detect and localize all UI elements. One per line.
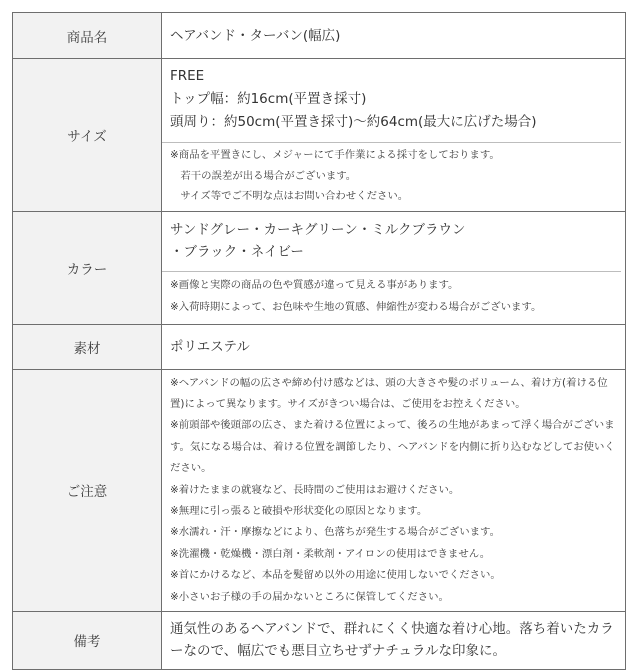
value-product-name — [162, 13, 626, 59]
caution-note: ※ヘアバンドの幅の広さや締め付け感などは、頭の大きさや髪のボリューム、着け方(着ける位置)によって異なります。サイズがきつい場合は、ご使用をお控えください。 ※前頭部や後頭部の広さ、また着ける位置によって、後ろの生地があまって浮く場合がございます。気になる場合は、着ける位置を調節したり、ヘアバンドを内側に折り込むなどしてお使いください。 ※着けたままの就寝など、長時間のご使用はお避けください。 ※無理に引っ張ると破損や形状変化の原因となります。 ※水濡れ・汗・摩擦などにより、色落ちが発生する場合がございます。 ※洗濯機・乾燥機・漂白剤・柔軟剤・アイロンの使用はできません。 ※首にかけるなど、本品を髪留め以外の用途に使用しないでください。 ※小さいお子様の手の届かないところに保管してください。 — [170, 376, 615, 603]
label-color: カラー — [13, 211, 162, 324]
material-text: ポリエステル — [170, 338, 250, 355]
size-text: FREE トップ幅：約16cm(平置き採寸) 頭周り：約50cm(平置き採寸)〜約64cm(最大に広げた場合) — [170, 68, 537, 130]
row-material — [13, 324, 626, 369]
value-caution — [162, 369, 626, 611]
row-product-name — [13, 13, 626, 59]
color-note: ※画像と実際の商品の色や質感が違って見える事があります。 ※入荷時期によって、お色味や生地の質感、伸縮性が変わる場合がございます。 — [170, 279, 542, 313]
product-spec-table — [12, 12, 626, 670]
label-caution: ご注意 — [13, 369, 162, 611]
label-remarks: 備考 — [13, 611, 162, 669]
label-size: サイズ — [13, 59, 162, 212]
label-material: 素材 — [13, 324, 162, 369]
row-size — [13, 59, 626, 212]
value-size — [162, 59, 626, 212]
remarks-text: 通気性のあるヘアバンドで、群れにくく快適な着け心地。落ち着いたカラーなので、幅広でも悪目立ちせずナチュラルな印象に。 — [170, 621, 614, 660]
value-color — [162, 211, 626, 324]
value-remarks — [162, 611, 626, 669]
color-text: サンドグレー・カーキグリーン・ミルクブラウン ・ブラック・ネイビー — [170, 222, 466, 261]
row-color — [13, 211, 626, 324]
value-material — [162, 324, 626, 369]
label-product-name: 商品名 — [13, 13, 162, 59]
size-note: ※商品を平置きにし、メジャーにて手作業による採寸をしております。 若干の誤差が出る場合がございます。 サイズ等でご不明な点はお問い合わせください。 — [170, 149, 500, 202]
row-remarks — [13, 611, 626, 669]
row-caution — [13, 369, 626, 611]
product-name-text: ヘアバンド・ターバン(幅広) — [170, 27, 341, 44]
